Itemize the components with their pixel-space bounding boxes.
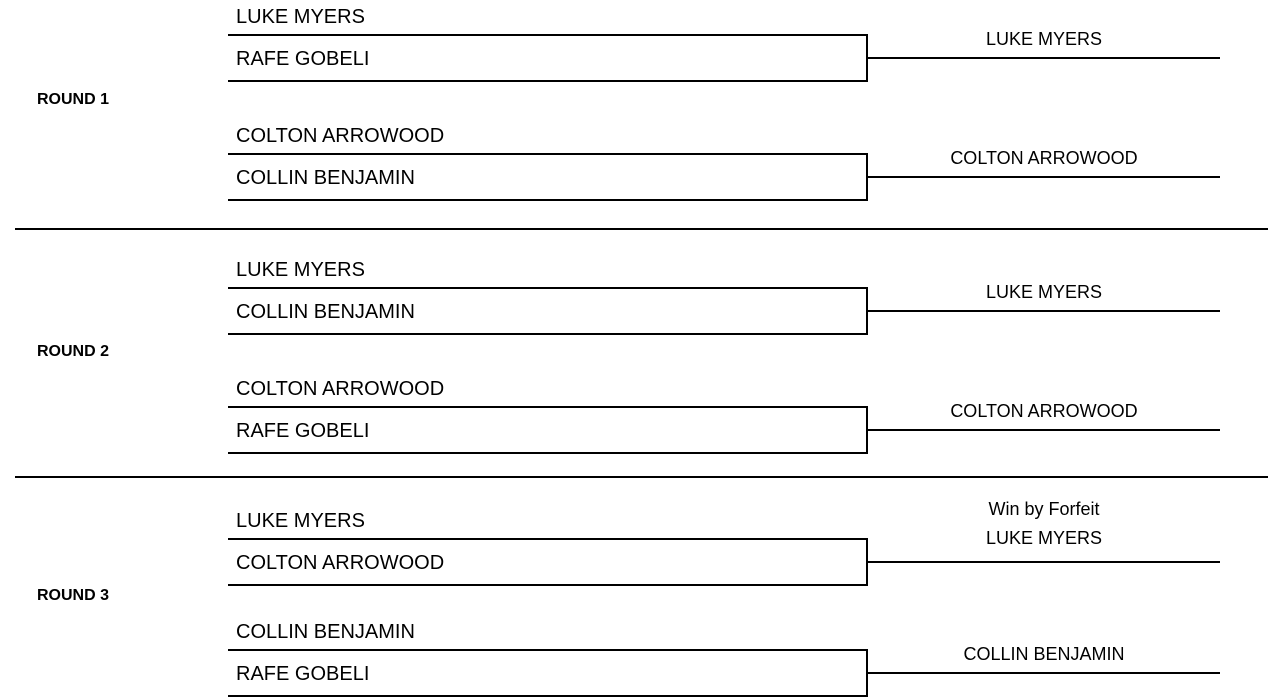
round-label: ROUND 1 [37, 91, 110, 108]
winner-name: LUKE MYERS [985, 29, 1103, 49]
match-2 [0, 372, 1268, 452]
winner-name: LUKE MYERS [985, 282, 1103, 302]
player-bottom: COLTON ARROWOOD [236, 552, 445, 574]
player-top: LUKE MYERS [236, 259, 365, 281]
winner-name: LUKE MYERS [985, 528, 1103, 548]
player-bottom: RAFE GOBELI [236, 420, 370, 442]
match-2 [0, 119, 1268, 199]
winner-note: Win by Forfeit [988, 499, 1100, 519]
round-label: ROUND 2 [37, 343, 110, 360]
winner-name: COLLIN BENJAMIN [963, 644, 1125, 664]
winner-name: COLTON ARROWOOD [950, 148, 1138, 168]
winner-line [868, 57, 1220, 59]
player-bottom: COLLIN BENJAMIN [236, 167, 415, 189]
player-bottom: COLLIN BENJAMIN [236, 301, 415, 323]
match-2 [0, 615, 1268, 695]
player-top: LUKE MYERS [236, 510, 365, 532]
match-1 [0, 0, 1268, 80]
player-top: LUKE MYERS [236, 6, 365, 28]
winner-line [868, 310, 1220, 312]
player-top: COLLIN BENJAMIN [236, 621, 415, 643]
round-separator [15, 476, 1268, 478]
player-bottom: RAFE GOBELI [236, 48, 370, 70]
winner-line [868, 176, 1220, 178]
player-top: COLTON ARROWOOD [236, 125, 445, 147]
match-1 [0, 253, 1268, 333]
round-separator [15, 228, 1268, 230]
winner-line [868, 561, 1220, 563]
player-top: COLTON ARROWOOD [236, 378, 445, 400]
player-bottom: RAFE GOBELI [236, 663, 370, 685]
round-label: ROUND 3 [37, 587, 110, 604]
winner-line [868, 672, 1220, 674]
match-1 [0, 499, 1268, 584]
winner-name: COLTON ARROWOOD [950, 401, 1138, 421]
winner-line [868, 429, 1220, 431]
